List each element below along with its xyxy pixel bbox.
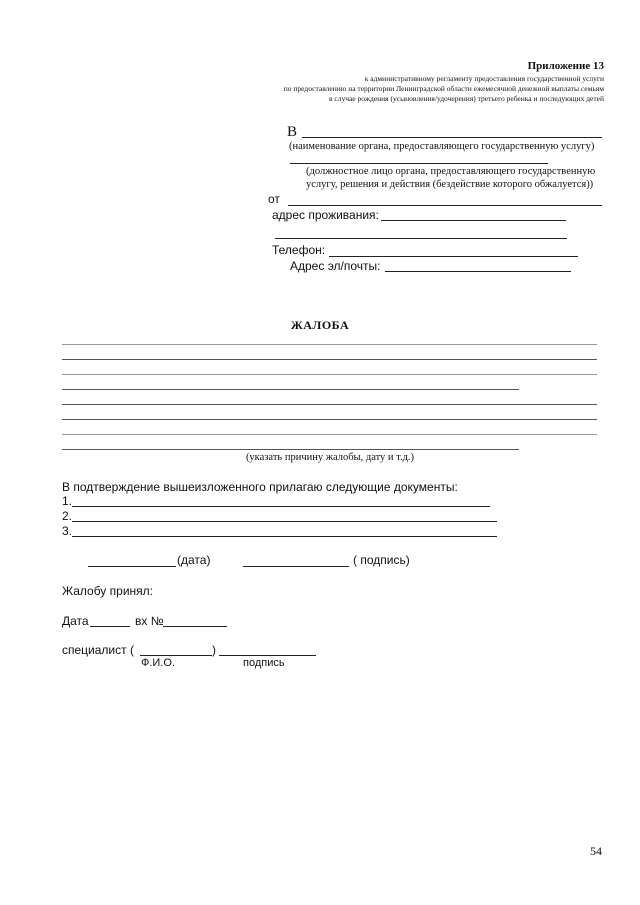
incoming-number-line[interactable] [163,626,227,627]
complaint-line[interactable] [62,359,597,360]
phone-line[interactable] [329,256,578,257]
complaint-line[interactable] [62,374,597,375]
phone-label: Телефон: [272,243,326,257]
from-label: от [268,192,280,206]
received-date-label: Дата [62,614,89,628]
complaint-line[interactable] [62,419,597,420]
date-label: (дата) [177,553,211,567]
official-caption-line-1: (должностное лицо органа, предоставляющего государственную [306,166,596,177]
appendix-line-2: по предоставлению на территории Ленинградской области ежемесячной денежной выплаты семьям [283,84,604,93]
received-date-line[interactable] [90,626,130,627]
organ-name-line[interactable] [302,137,602,138]
fio-caption: Ф.И.О. [141,657,175,669]
signature-label: ( подпись) [353,553,410,567]
date-line[interactable] [88,566,176,567]
attachment-number-2: 2. [62,509,73,523]
signature-line[interactable] [243,566,349,567]
incoming-number-label: вх № [135,614,164,628]
attachment-line-3[interactable] [72,536,497,537]
specialist-fio-line[interactable] [140,655,212,656]
address-line-2[interactable] [275,238,567,239]
from-line[interactable] [288,205,602,206]
email-label: Адрес эл/почты: [290,259,381,273]
attachment-number-1: 1. [62,494,73,508]
specialist-label: специалист ( [62,643,134,657]
attachment-line-2[interactable] [72,521,497,522]
complaint-line[interactable] [62,434,597,435]
specialist-signature-line[interactable] [219,655,316,656]
sign-caption: подпись [243,657,285,669]
official-line[interactable] [290,163,548,164]
complaint-heading: ЖАЛОБА [290,318,350,332]
to-prefix: В [287,124,298,140]
email-line[interactable] [385,271,571,272]
address-label: адрес проживания: [272,208,379,222]
received-label: Жалобу принял: [62,584,153,598]
complaint-line[interactable] [62,404,597,405]
attachment-line-1[interactable] [72,506,490,507]
specialist-close-paren: ) [212,643,216,657]
complaint-line[interactable] [62,449,519,450]
attachments-intro: В подтверждение вышеизложенного прилагаю следующие документы: [62,480,458,494]
appendix-line-3: в случае рождения (усыновления/удочерения) третьего ребенка и последующих детей [328,94,604,103]
complaint-line[interactable] [62,344,597,345]
complaint-line[interactable] [62,389,519,390]
appendix-title: Приложение 13 [527,60,604,72]
official-caption-line-2: услугу, решения и действия (бездействие которого обжалуется)) [306,179,594,190]
appendix-line-1: к административному регламенту предоставления государственной услуги [364,74,604,83]
reason-caption: (указать причину жалобы, дату и т.д.) [245,452,415,463]
address-line-1[interactable] [381,220,566,221]
organ-caption: (наименование органа, предоставляющего государственную услугу) [289,141,595,152]
attachment-number-3: 3. [62,524,73,538]
page-number: 54 [590,844,602,858]
